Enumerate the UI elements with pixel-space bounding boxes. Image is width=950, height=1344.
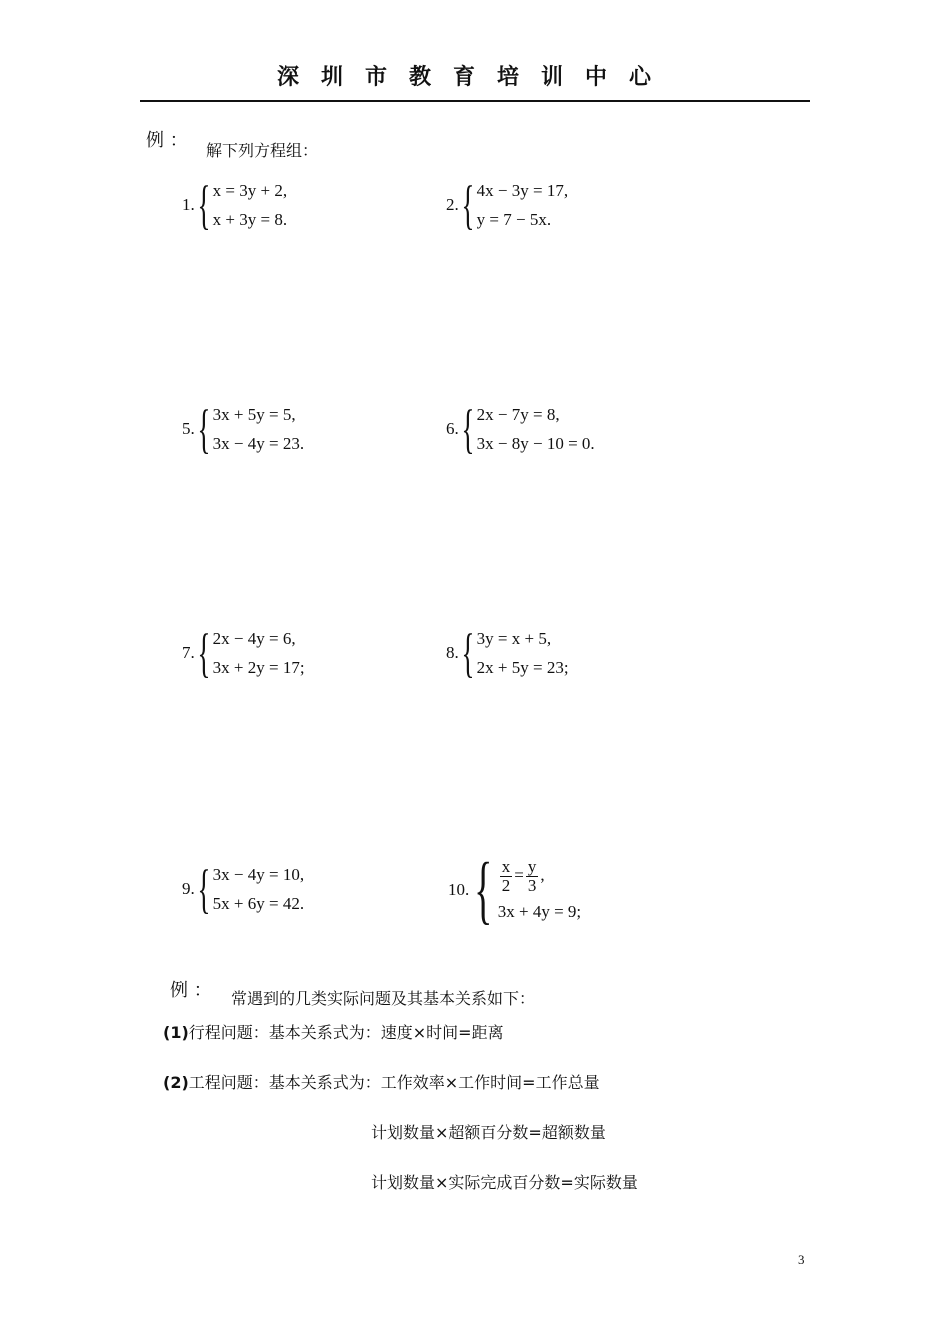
equation-system-5 xyxy=(182,400,304,458)
system-number: 7. xyxy=(182,643,195,662)
left-brace: { xyxy=(461,175,475,235)
system-number: 8. xyxy=(446,643,459,662)
page-header: 深圳市教育培训中心 xyxy=(276,64,673,90)
equation: 3y = x + 5, xyxy=(476,629,552,648)
equation-system-8 xyxy=(446,624,569,682)
equation-system-10 xyxy=(448,848,582,932)
equation: x + 3y = 8. xyxy=(212,210,288,229)
left-brace: { xyxy=(461,623,475,683)
left-brace: { xyxy=(197,175,211,235)
example-label-1: 例 ： xyxy=(146,130,188,151)
equation: x = 3y + 2, xyxy=(212,181,288,200)
equation: 3x − 8y − 10 = 0. xyxy=(476,434,595,453)
equation: 3x − 4y = 10, xyxy=(212,865,305,884)
equation: 5x + 6y = 42. xyxy=(212,894,305,913)
left-brace: { xyxy=(474,848,493,932)
equation: 3x + 4y = 9; xyxy=(497,901,582,921)
relation-line-2: (2)工程问题：基本关系式为：工作效率×工作时间=工作总量 xyxy=(163,1073,600,1092)
equation: 4x − 3y = 17, xyxy=(476,181,569,200)
system-number: 5. xyxy=(182,419,195,438)
left-brace: { xyxy=(197,859,211,919)
equation-system-6 xyxy=(446,400,595,458)
instruction-text: 解下列方程组： xyxy=(206,141,319,160)
equation-system-7 xyxy=(182,624,305,682)
equation: y = 7 − 5x. xyxy=(476,210,552,229)
equation: 3x + 5y = 5, xyxy=(212,405,296,424)
equation: 2x − 4y = 6, xyxy=(212,629,296,648)
fraction-y: $\frac{y}{3}$ xyxy=(527,856,537,895)
fraction-x: $\frac{x}{2}$ xyxy=(501,856,511,895)
left-brace: { xyxy=(461,399,475,459)
equation: 2x + 5y = 23; xyxy=(476,658,569,677)
example-label-2: 例 ： xyxy=(170,980,212,1001)
left-brace: { xyxy=(197,399,211,459)
header-rule xyxy=(140,100,810,102)
example2-intro: 常遇到的几类实际问题及其基本关系如下： xyxy=(231,989,536,1008)
relation-line-3: 计划数量×超额百分数=超额数量 xyxy=(371,1123,606,1142)
equation: 3x + 2y = 17; xyxy=(212,658,305,677)
page-number: 3 xyxy=(798,1252,805,1267)
relation-line-4: 计划数量×实际完成百分数=实际数量 xyxy=(371,1173,638,1192)
equation: 3x − 4y = 23. xyxy=(212,434,305,453)
system-number: 1. xyxy=(182,195,195,214)
equation: 2x − 7y = 8, xyxy=(476,405,560,424)
equation-system-1 xyxy=(182,176,287,234)
system-number: 10. xyxy=(448,880,470,899)
equation-system-2 xyxy=(446,176,568,234)
relation-line-1: (1)行程问题：基本关系式为：速度×时间=距离 xyxy=(163,1023,504,1042)
fraction-equation: $\frac{x}{2}$ = $\frac{y}{3}$ , xyxy=(501,856,545,895)
equation-system-9 xyxy=(182,860,304,918)
system-number: 2. xyxy=(446,195,459,214)
system-number: 6. xyxy=(446,419,459,438)
left-brace: { xyxy=(197,623,211,683)
system-number: 9. xyxy=(182,879,195,898)
